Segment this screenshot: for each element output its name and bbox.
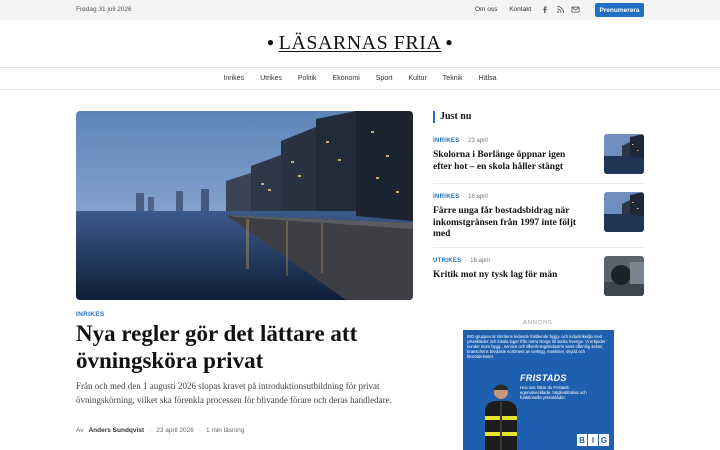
site-logo[interactable] bbox=[0, 32, 720, 55]
nav-item-sport[interactable]: Sport bbox=[375, 75, 393, 82]
nav-item-utrikes[interactable]: Utrikes bbox=[260, 75, 282, 82]
byline-prefix: Av bbox=[76, 427, 84, 434]
author-name[interactable]: Anders Sundqvist bbox=[88, 427, 145, 434]
hero-byline bbox=[76, 427, 244, 434]
hero-headline[interactable]: Nya regler gör det lättare att övningsköra privat bbox=[76, 321, 358, 373]
article-title[interactable]: Skolorna i Borlänge öppnar igen efter hot – en skola håller stängt bbox=[433, 150, 566, 172]
article-title[interactable]: Färre unga får bostadsbidrag när inkomstgränsen från 1997 inte följt med bbox=[433, 206, 577, 239]
ad-intro-text: BIG-gruppen är Nordens ledande fristående bygg- och industrikedja med yrkeskläder och lokala lager från norra Norge till södra Sverige. Vi erbjuder kunder inom bygg-, service och tillverkningsindustrin samt offentlig sektor, branschens bredaste sortiment av verktyg, maskiner, skydd och förnödenheter. bbox=[467, 334, 606, 359]
about-link[interactable]: Om oss bbox=[475, 6, 498, 13]
ad-big-letter: G bbox=[600, 435, 608, 445]
article-thumbnail[interactable] bbox=[604, 134, 644, 174]
current-date: Fredag 31 juli 2026 bbox=[76, 6, 132, 13]
sidebar-divider bbox=[433, 247, 644, 248]
sidebar-article[interactable] bbox=[433, 138, 644, 173]
sidebar-article[interactable] bbox=[433, 258, 644, 282]
ad-big-letter: I bbox=[588, 434, 598, 446]
nav-item-inrikes[interactable]: Inrikes bbox=[223, 75, 245, 82]
nav-item-teknik[interactable]: Teknik bbox=[442, 75, 463, 82]
separator-dot: · bbox=[198, 427, 202, 434]
separator-dot: · bbox=[463, 258, 469, 264]
ad-worker-illustration bbox=[481, 382, 521, 450]
article-category[interactable]: UTRIKES bbox=[433, 258, 462, 264]
mail-icon[interactable] bbox=[571, 5, 580, 14]
facebook-icon[interactable] bbox=[541, 5, 550, 14]
utility-links bbox=[475, 6, 541, 13]
article-category[interactable]: INRIKES bbox=[433, 194, 460, 200]
separator-dot: · bbox=[461, 138, 467, 144]
sidebar-heading: Just nu bbox=[433, 111, 471, 123]
nav-item-politik[interactable]: Politik bbox=[297, 75, 317, 82]
rss-icon[interactable] bbox=[556, 5, 565, 14]
top-utility-bar bbox=[0, 0, 720, 20]
nav-item-ekonomi[interactable]: Ekonomi bbox=[332, 75, 360, 82]
sidebar-divider bbox=[433, 183, 644, 184]
article-thumbnail[interactable] bbox=[604, 192, 644, 232]
hero-image[interactable] bbox=[76, 111, 413, 300]
separator-dot: · bbox=[149, 427, 152, 434]
read-time: 1 min läsning bbox=[206, 427, 245, 434]
social-icons bbox=[541, 5, 580, 14]
hero-lede: Från och med den 1 augusti 2026 slopas kravet på introduktionsutbildning för privat övningskörning, vilket ska förenkla processen för blivande förare och deras handledare. bbox=[76, 381, 392, 405]
ad-label: ANNONS bbox=[523, 320, 553, 326]
logo-text: LÄSARNAS FRIA bbox=[278, 32, 442, 54]
article-date: 16 april bbox=[468, 194, 488, 200]
subscribe-button[interactable]: Prenumerera bbox=[595, 3, 644, 17]
ad-brand-logo: FRISTADS bbox=[520, 373, 567, 383]
ad-brand-text: Hos oss hittar du Fristads egenutvecklade, högkvalitativa och funktionella yrkeskläder. bbox=[520, 385, 587, 401]
separator-dot: · bbox=[461, 194, 467, 200]
masthead bbox=[0, 20, 720, 68]
publish-date: 23 april 2026 bbox=[156, 427, 194, 434]
advertisement[interactable] bbox=[463, 330, 614, 450]
sidebar-article[interactable] bbox=[433, 194, 644, 241]
logo-dot-left: ● bbox=[266, 35, 275, 49]
article-category[interactable]: INRIKES bbox=[433, 138, 460, 144]
ad-big-logo bbox=[577, 434, 609, 446]
article-date: 23 april bbox=[468, 138, 488, 144]
main-navigation bbox=[0, 68, 720, 90]
article-date: 16 april bbox=[470, 258, 490, 264]
hero-category[interactable]: INRIKES bbox=[76, 311, 105, 318]
contact-link[interactable]: Kontakt bbox=[509, 6, 532, 13]
logo-dot-right: ● bbox=[445, 35, 454, 49]
article-title[interactable]: Kritik mot ny tysk lag för män bbox=[433, 270, 558, 280]
article-thumbnail[interactable] bbox=[604, 256, 644, 296]
ad-big-letter: B bbox=[577, 434, 587, 446]
nav-item-halsa[interactable]: Hälsa bbox=[478, 75, 497, 82]
nav-item-kultur[interactable]: Kultur bbox=[408, 75, 427, 82]
